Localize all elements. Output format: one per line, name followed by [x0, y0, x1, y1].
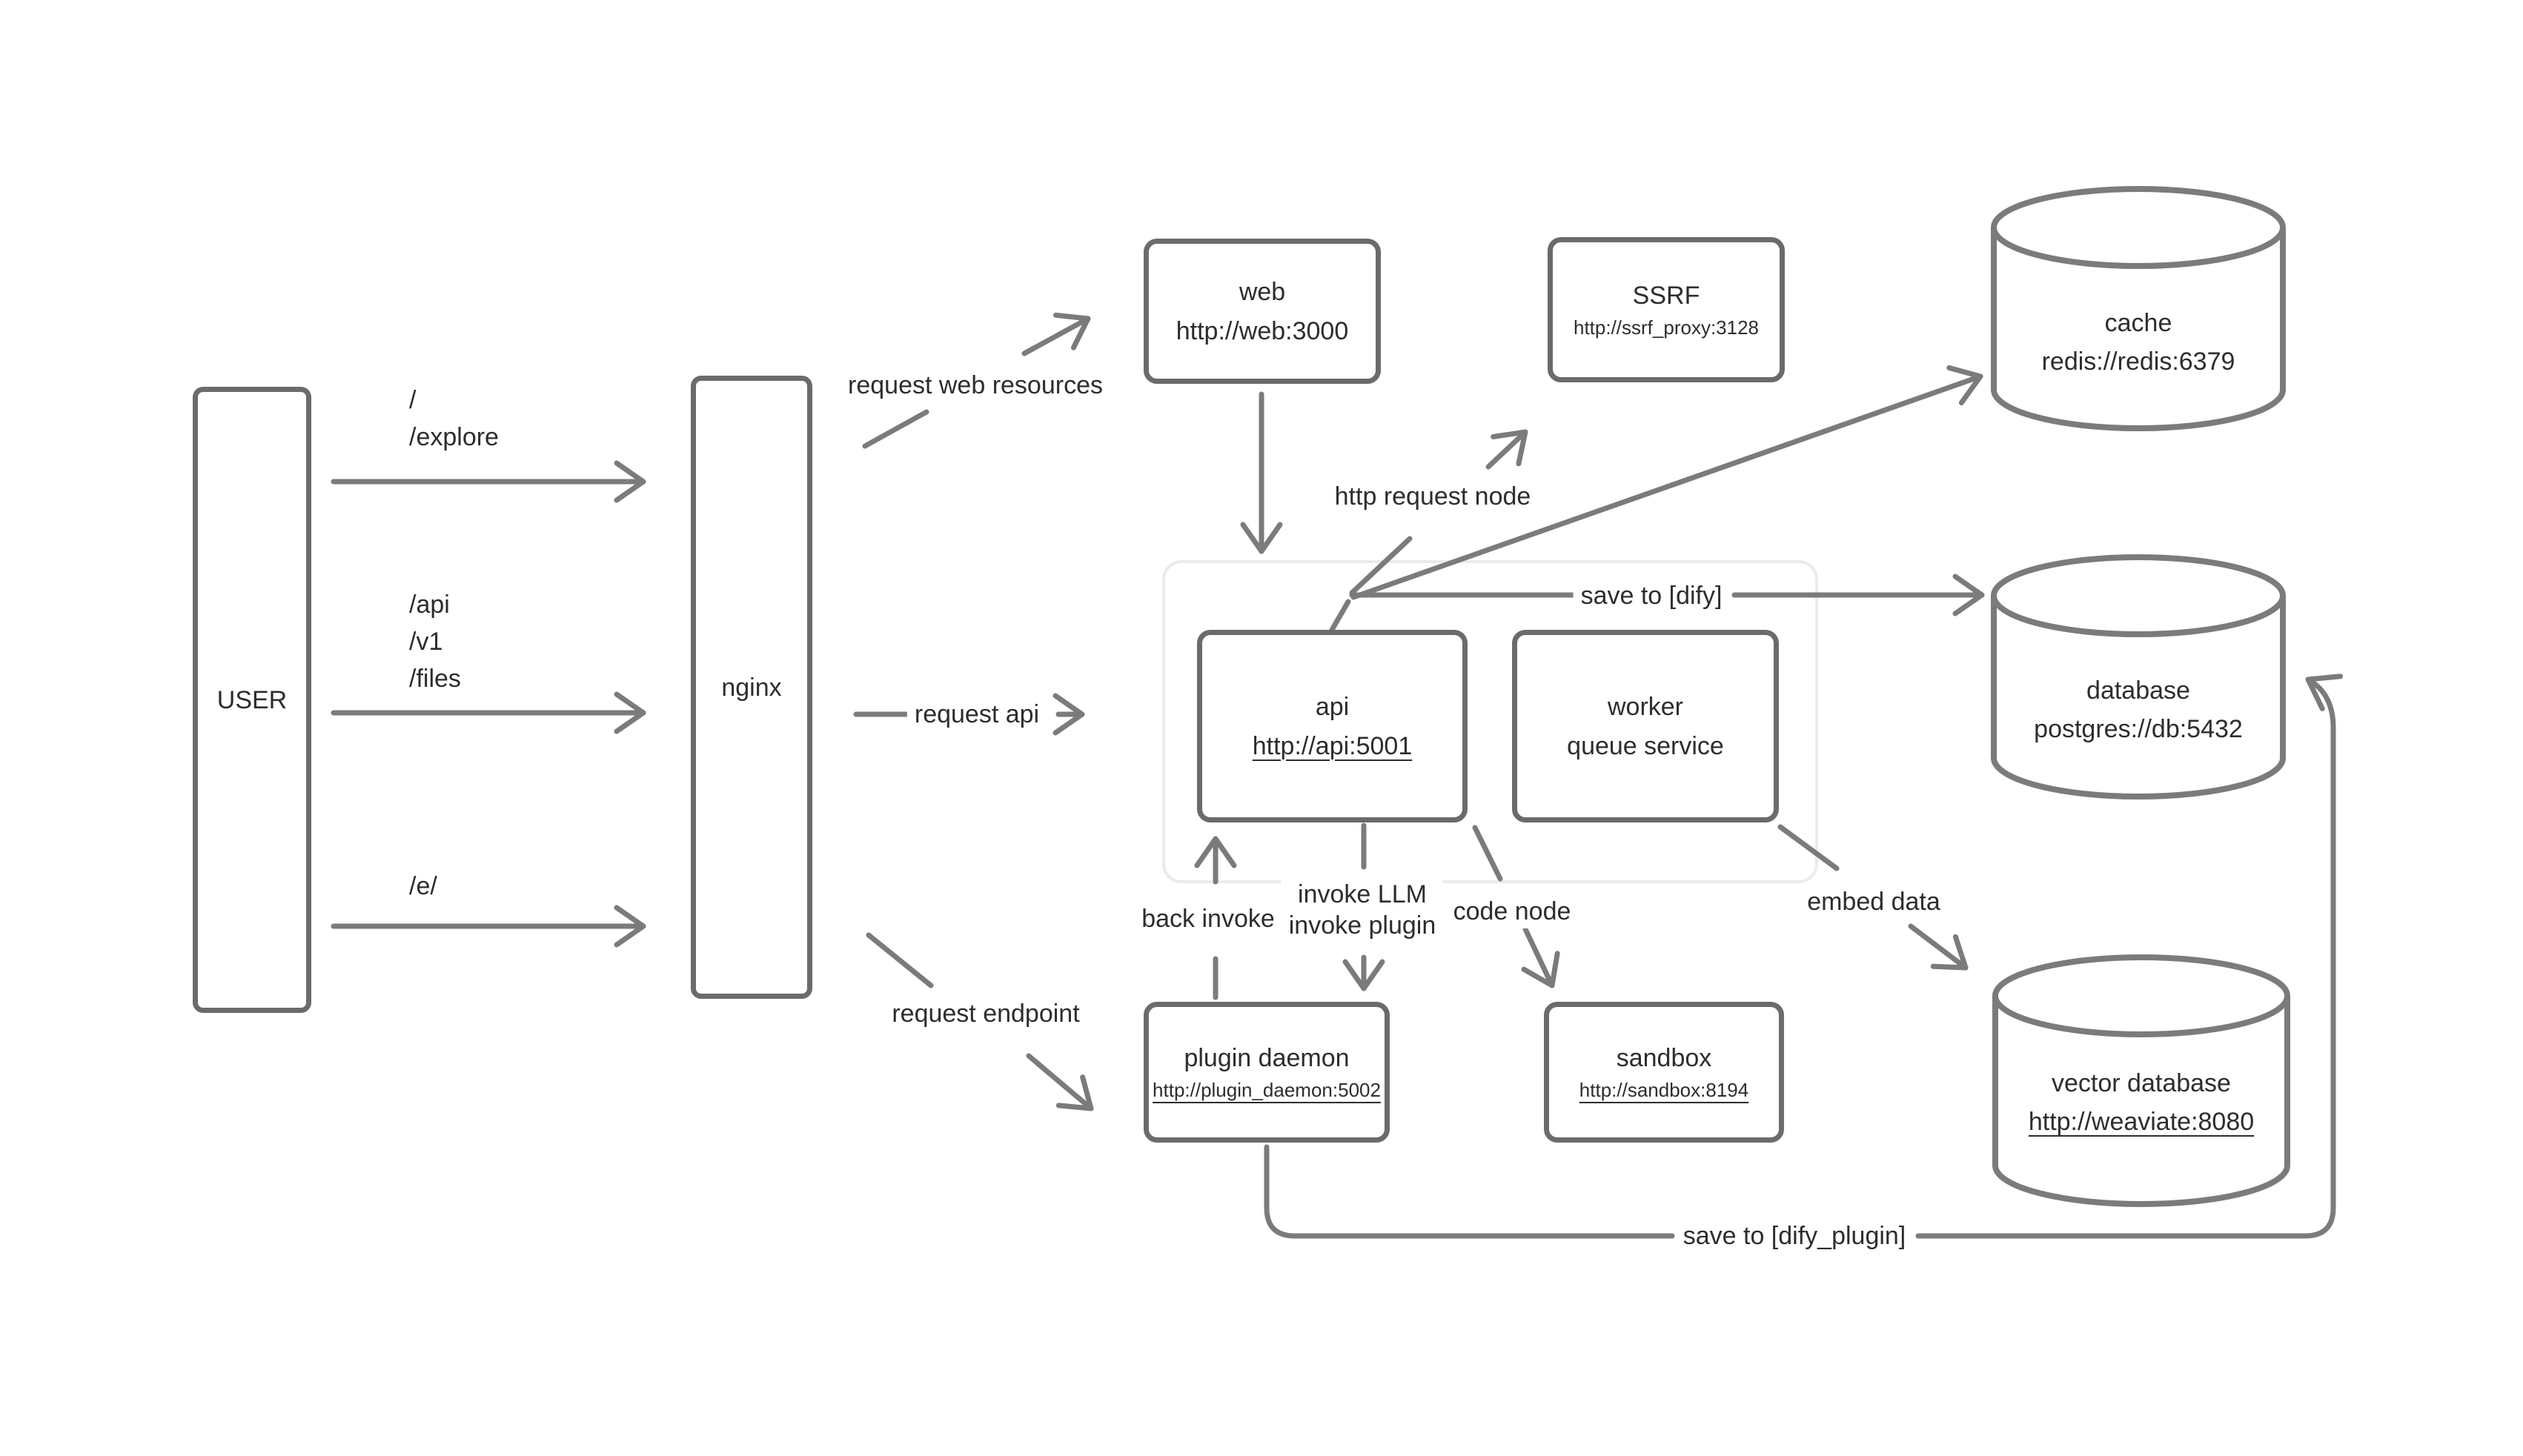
worker-title: worker — [1607, 692, 1684, 721]
label-request-web-resources: request web resources — [841, 368, 1110, 402]
database-text — [2034, 676, 2243, 744]
web-node — [1144, 239, 1381, 384]
route-api: /api — [409, 591, 450, 619]
label-code-node: code node — [1446, 894, 1579, 928]
label-save-to-dify-plugin: save to [dify_plugin] — [1676, 1219, 1914, 1253]
vector-database-cylinder-top — [1995, 957, 2287, 1034]
sandbox-node — [1544, 1002, 1784, 1143]
label-embed-data: embed data — [1800, 885, 1948, 919]
route-v1: /v1 — [409, 628, 443, 656]
database-cylinder-top — [1994, 557, 2283, 634]
label-invoke-plugin: invoke plugin — [1288, 911, 1436, 940]
label-back-invoke: back invoke — [1134, 902, 1282, 936]
nginx-node — [691, 376, 812, 999]
edge-worker-vdb-seg1 — [1780, 827, 1837, 868]
edge-api-ssrf-seg2 — [1488, 432, 1525, 467]
edge-nginx-web-seg1 — [865, 412, 926, 446]
edge-nginx-plugin-seg1 — [869, 935, 931, 985]
database-title: database — [2086, 677, 2190, 705]
edge-api-sandbox-seg1 — [1475, 828, 1500, 879]
vector-database-title: vector database — [2052, 1069, 2231, 1097]
web-title: web — [1239, 277, 1286, 306]
route-e: /e/ — [409, 872, 437, 900]
edge-api-ssrf-seg1 — [1352, 539, 1410, 593]
plugin-daemon-title: plugin daemon — [1184, 1044, 1350, 1072]
label-invoke — [1282, 877, 1443, 943]
cache-text — [2042, 308, 2235, 376]
sandbox-link[interactable]: http://sandbox:8194 — [1579, 1079, 1749, 1101]
route-explore: /explore — [409, 423, 499, 451]
label-request-api: request api — [907, 697, 1047, 731]
ssrf-url: http://ssrf_proxy:3128 — [1573, 316, 1760, 339]
sandbox-title: sandbox — [1616, 1044, 1712, 1072]
api-link[interactable]: http://api:5001 — [1252, 731, 1413, 760]
web-url: http://web:3000 — [1176, 316, 1349, 345]
routes-api — [409, 586, 461, 697]
plugin-daemon-node — [1144, 1002, 1390, 1143]
nginx-label: nginx — [721, 673, 782, 702]
database-url: postgres://db:5432 — [2034, 715, 2243, 743]
edge-nginx-web-seg2 — [1024, 319, 1088, 353]
user-label: USER — [216, 685, 288, 714]
user-node — [193, 387, 311, 1013]
label-http-request-node: http request node — [1327, 479, 1539, 513]
edge-nginx-plugin-seg2 — [1029, 1056, 1091, 1108]
cache-title: cache — [2104, 309, 2172, 337]
edge-api-junction — [1332, 602, 1348, 630]
cache-url: redis://redis:6379 — [2041, 348, 2235, 376]
edge-worker-vdb-seg2 — [1911, 926, 1966, 968]
route-root: / — [409, 386, 417, 414]
api-node — [1197, 630, 1468, 822]
cache-cylinder-top — [1994, 189, 2283, 266]
routes-web — [409, 382, 499, 456]
ssrf-node — [1548, 237, 1785, 382]
label-request-endpoint: request endpoint — [884, 997, 1087, 1031]
routes-e — [409, 868, 437, 905]
worker-subtitle: queue service — [1567, 731, 1724, 760]
route-files: /files — [409, 665, 461, 693]
ssrf-title: SSRF — [1632, 282, 1700, 310]
vector-database-link[interactable]: http://weaviate:8080 — [2028, 1108, 2255, 1136]
edge-plugin-db-seg1 — [1267, 1147, 1672, 1236]
label-invoke-llm: invoke LLM — [1298, 880, 1427, 908]
edge-api-sandbox-seg2 — [1525, 929, 1552, 985]
vector-database-text — [2029, 1068, 2254, 1137]
api-title: api — [1315, 692, 1350, 721]
label-save-to-dify: save to [dify] — [1574, 579, 1730, 613]
plugin-daemon-link[interactable]: http://plugin_daemon:5002 — [1153, 1079, 1381, 1101]
worker-node — [1512, 630, 1779, 822]
